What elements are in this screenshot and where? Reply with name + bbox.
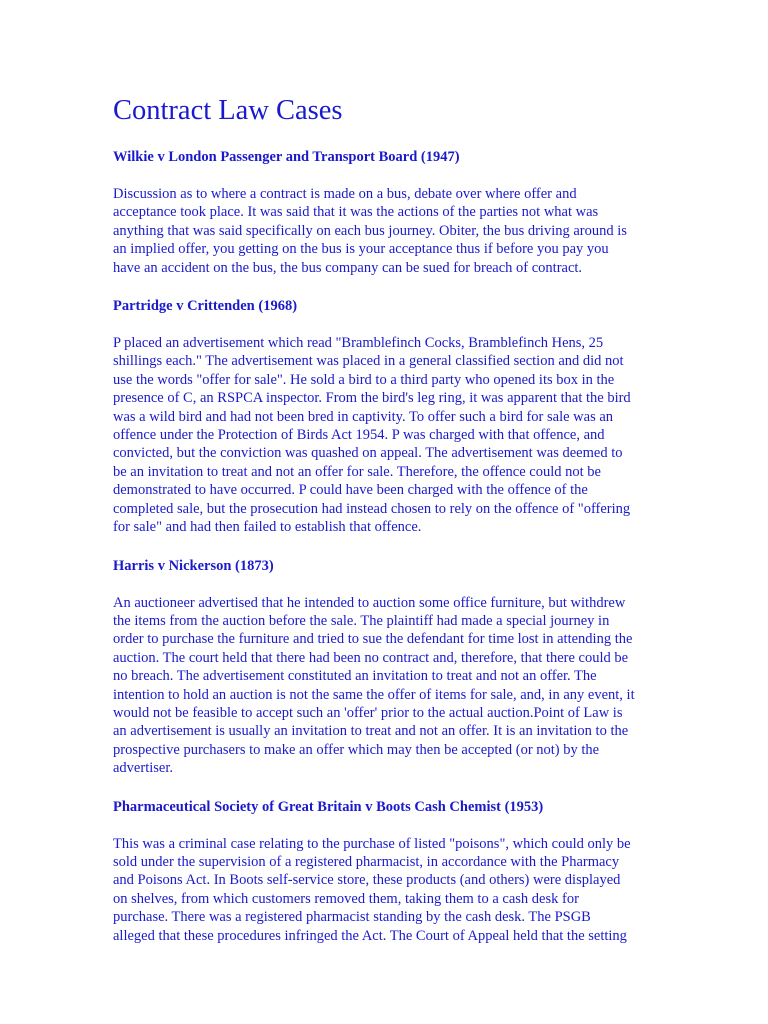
paragraph-line: be an invitation to treat and not an offer for sale. Therefore, the offence could not be [113, 463, 601, 480]
case-heading: Wilkie v London Passenger and Transport Board (1947) [113, 149, 460, 165]
case-heading: Partridge v Crittenden (1968) [113, 298, 298, 315]
page-title: Contract Law Cases [113, 95, 343, 126]
paragraph-line: anything that was said specifically on each bus journey. Obiter, the bus driving around is [113, 222, 627, 239]
paragraph-line: acceptance took place. It was said that it was the actions of the parties not what was [113, 204, 599, 221]
paragraph-line: use the words "offer for sale". He sold a bird to a third party who opened its box in the [113, 371, 615, 388]
paragraph-line: An auctioneer advertised that he intended to auction some office furniture, but withdrew [113, 594, 626, 611]
paragraph-line: the items from the auction before the sale. The plaintiff had made a special journey in [113, 612, 610, 629]
case-heading: Pharmaceutical Society of Great Britain v Boots Cash Chemist (1953) [113, 798, 544, 815]
paragraph-line: advertiser. [113, 760, 173, 777]
paragraph-line: would not be feasible to accept such an 'offer' prior to the actual auction.Point of Law is [113, 704, 623, 721]
paragraph-line: sold under the supervision of a registered pharmacist, in accordance with the Pharmacy [113, 853, 620, 870]
paragraph-line: shillings each." The advertisement was placed in a general classified section and did not [113, 353, 624, 370]
paragraph-line: presence of C, an RSPCA inspector. From the bird's leg ring, it was apparent that the bird [113, 390, 631, 407]
paragraph-line: and Poisons Act. In Boots self-service store, these products (and others) were displayed [113, 872, 621, 889]
case-section [113, 148, 658, 297]
case-paragraph [113, 835, 658, 945]
paragraph-line: order to purchase the furniture and tried to sue the defendant for time lost in attending the [113, 631, 633, 648]
case-paragraph [113, 185, 658, 277]
paragraph-line: auction. The court held that there had been no contract and, therefore, that there could be [113, 649, 629, 666]
paragraph-line: This was a criminal case relating to the purchase of listed "poisons", which could only be [113, 835, 631, 852]
paragraph-line: no breach. The advertisement constituted an invitation to treat and not an offer. The [113, 668, 597, 685]
document-page [113, 94, 658, 945]
case-section [113, 557, 658, 798]
paragraph-line: for sale" and had then failed to establish that offence. [113, 519, 422, 536]
case-heading: Harris v Nickerson (1873) [113, 557, 274, 574]
case-paragraph [113, 334, 658, 536]
paragraph-line: an advertisement is usually an invitation to treat and not an offer. It is an invitation to the [113, 723, 629, 740]
paragraph-line: convicted, but the conviction was quashed on appeal. The advertisement was deemed to [113, 445, 623, 462]
paragraph-line: prospective purchasers to make an offer which may then be accepted (or not) by the [113, 741, 600, 758]
paragraph-line: was a wild bird and had not been bred in captivity. To offer such a bird for sale was an [113, 408, 614, 425]
paragraph-line: demonstrated to have occurred. P could have been charged with the offence of the [113, 482, 588, 499]
paragraph-line: have an accident on the bus, the bus company can be sued for breach of contract. [113, 259, 583, 276]
paragraph-line: intention to hold an auction is not the same the offer of items for sale, and, in any event, it [113, 686, 635, 703]
paragraph-line: completed sale, but the prosecution had instead chosen to rely on the offence of "offering [113, 500, 631, 517]
paragraph-line: P placed an advertisement which read "Bramblefinch Cocks, Bramblefinch Hens, 25 [113, 335, 604, 352]
paragraph-line: alleged that these procedures infringed the Act. The Court of Appeal held that the setting [113, 927, 627, 944]
paragraph-line: on shelves, from which customers removed them, taking them to a cash desk for [113, 890, 579, 907]
paragraph-line: offence under the Protection of Birds Act 1954. P was charged with that offence, and [113, 427, 605, 444]
paragraph-line: Discussion as to where a contract is made on a bus, debate over where offer and [113, 186, 577, 202]
paragraph-line: purchase. There was a registered pharmacist standing by the cash desk. The PSGB [113, 909, 591, 926]
case-section [113, 297, 658, 556]
case-paragraph [113, 594, 658, 778]
paragraph-line: an implied offer, you getting on the bus is your acceptance thus if before you pay you [113, 241, 609, 258]
case-section [113, 798, 658, 945]
